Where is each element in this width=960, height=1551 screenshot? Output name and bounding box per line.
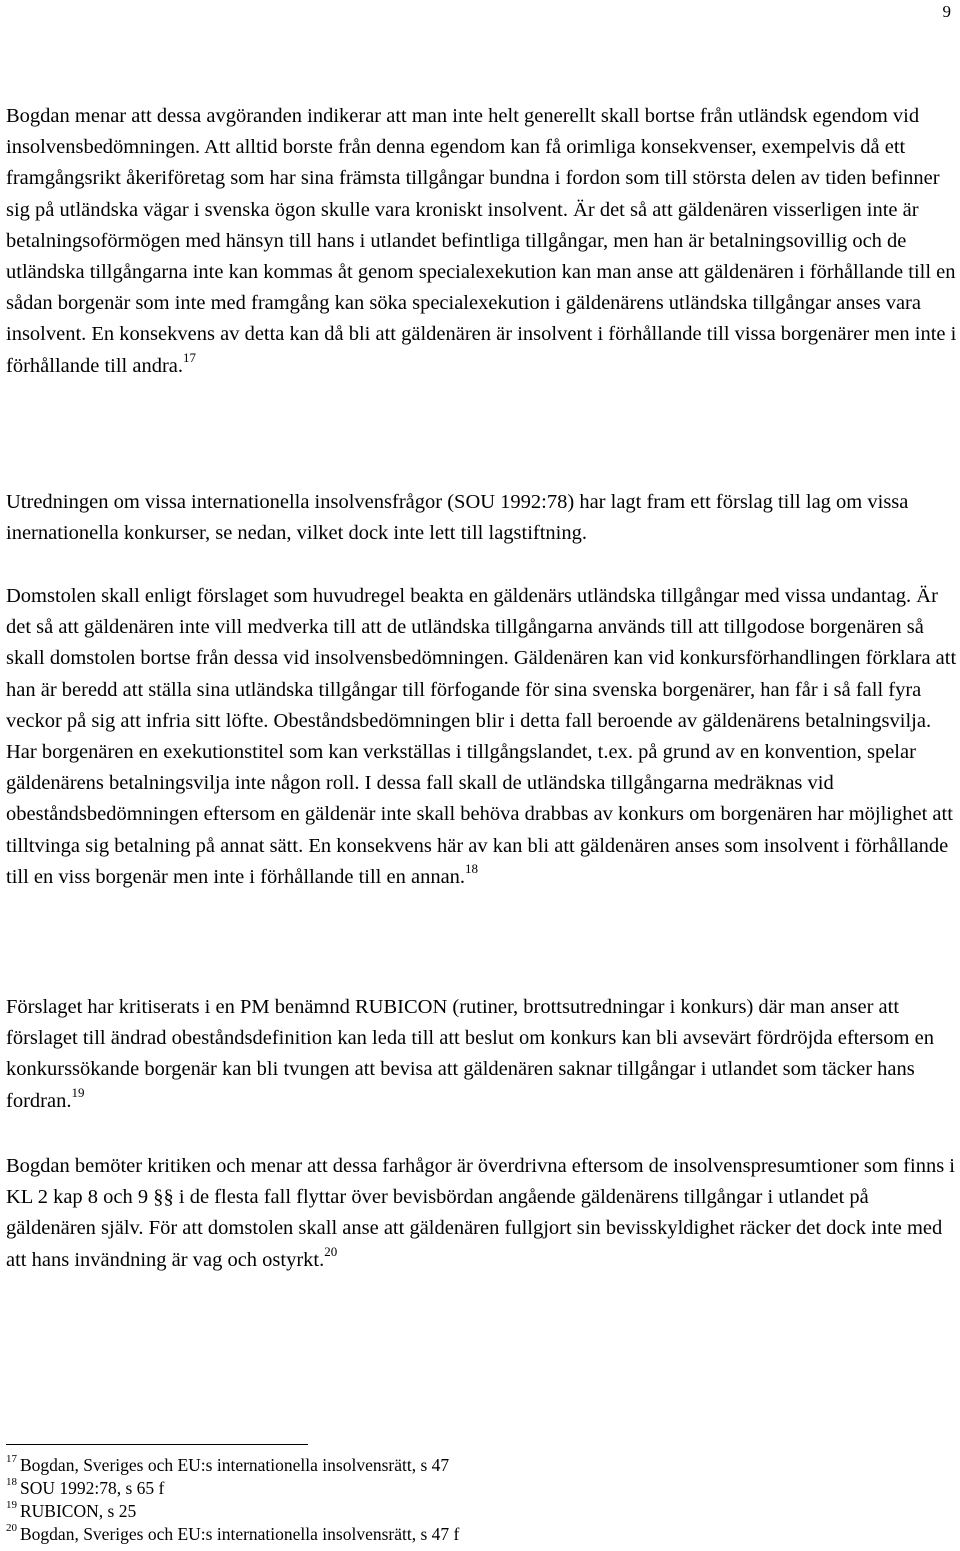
footnote-reference: 20 (324, 1243, 338, 1259)
paragraph-text: Utredningen om vissa internationella insolvensfrågor (SOU 1992:78) har lagt fram ett förslag till lag om vissa inernationella konkurser, se nedan, vilket dock inte lett till lagstiftning. (6, 491, 909, 545)
footnote-17 (6, 1454, 906, 1477)
footnotes (6, 1454, 906, 1546)
footnote-text: Bogdan, Sveriges och EU:s internationella insolvensrätt, s 47 f (20, 1524, 460, 1544)
paragraph-1 (6, 101, 960, 382)
footnote-text: Bogdan, Sveriges och EU:s internationella insolvensrätt, s 47 (20, 1455, 450, 1475)
footnote-text: SOU 1992:78, s 65 f (20, 1478, 165, 1498)
paragraph-text: Bogdan menar att dessa avgöranden indikerar att man inte helt generellt skall bortse från utländsk egendom vid insolvensbedömningen. Att alltid borste från denna egendom kan få orimliga konsekvenser, exempelvis då ett framgångsrikt åkeriföretag som har sina främsta tillgångar bundna i fordon som till största delen av tiden befinner sig på utländska vägar i svenska ögon skulle vara kroniskt insolvent. Är det så att gäldenären visserligen inte är betalningsoförmögen med hänsyn till hans i utlandet befintliga tillgångar, men han är betalningsovillig och de utländska tillgångarna inte kan kommas åt genom specialexekution kan man anse att gäldenären i förhållande till en sådan borgenär som inte med framgång kan söka specialexekution i gäldenärens utländska tillgångar anses vara insolvent. En konsekvens av detta kan då bli att gäldenären är insolvent i förhållande till vissa borgenärer men inte i förhållande till andra. (6, 105, 957, 377)
footnote-20 (6, 1523, 906, 1546)
paragraph-4 (6, 992, 960, 1117)
footnote-divider (6, 1444, 308, 1445)
paragraph-text: Domstolen skall enligt förslaget som huvudregel beakta en gäldenärs utländska tillgångar med vissa undantag. Är det så att gäldenären inte vill medverka till att de utländska tillgångarna används till att tillgodose borgenären så skall domstolen bortse från dessa vid insolvensbedömningen. Gäldenären kan vid konkursförhandlingen förklara att han är beredd att ställa sina utländska tillgångar till förfogande för sina svenska borgenärer, han får i så fall fyra veckor på sig att infria sitt löfte. Obeståndsbedömningen blir i detta fall beroende av gäldenärens betalningsvilja. Har borgenären en exekutionstitel som kan verkställas i tillgångslandet, t.ex. på grund av en konvention, spelar gäldenärens betalningsvilja inte någon roll. I dessa fall skall de utländska tillgångarna medräknas vid obeståndsbedömningen eftersom en gäldenär inte skall behöva drabbas av konkurs om borgenären har möjlighet att tilltvinga sig betalning på annat sätt. En konsekvens här av kan bli att gäldenären anses som insolvent i förhållande till en viss borgenär men inte i förhållande till en annan. (6, 585, 957, 888)
footnote-19 (6, 1500, 906, 1523)
paragraph-2 (6, 487, 960, 549)
paragraph-3 (6, 581, 960, 893)
paragraph-text: Bogdan bemöter kritiken och menar att dessa farhågor är överdrivna eftersom de insolvenspresumtioner som finns i KL 2 kap 8 och 9 §§ i de flesta fall flyttar över bevisbördan angående gäldenärens tillgångar i utlandet på gäldenären själv. För att domstolen skall anse att gäldenären fullgjort sin bevisskyldighet räcker det dock inte med att hans invändning är vag och ostyrkt. (6, 1155, 955, 1271)
footnote-reference: 18 (465, 861, 479, 876)
paragraph-text: Förslaget har kritiserats i en PM benämnd RUBICON (rutiner, brottsutredningar i konkurs) där man anser att förslaget till ändrad obeståndsdefinition kan leda till att beslut om konkurs kan bli avsevärt fördröjda eftersom en konkurssökande borgenär kan bli tvungen att bevisa att gäldenären saknar tillgångar i utlandet som täcker hans fordran. (6, 996, 934, 1112)
paragraph-5 (6, 1151, 960, 1276)
footnote-18 (6, 1477, 906, 1500)
footnote-reference: 19 (71, 1084, 85, 1100)
page-number: 9 (942, 2, 951, 21)
footnote-number: 18 (6, 1476, 17, 1489)
footnote-number: 19 (6, 1499, 17, 1512)
footnote-number: 20 (6, 1522, 17, 1535)
footnote-text: RUBICON, s 25 (20, 1501, 137, 1521)
footnote-number: 17 (6, 1453, 17, 1466)
footnote-reference: 17 (183, 349, 197, 365)
